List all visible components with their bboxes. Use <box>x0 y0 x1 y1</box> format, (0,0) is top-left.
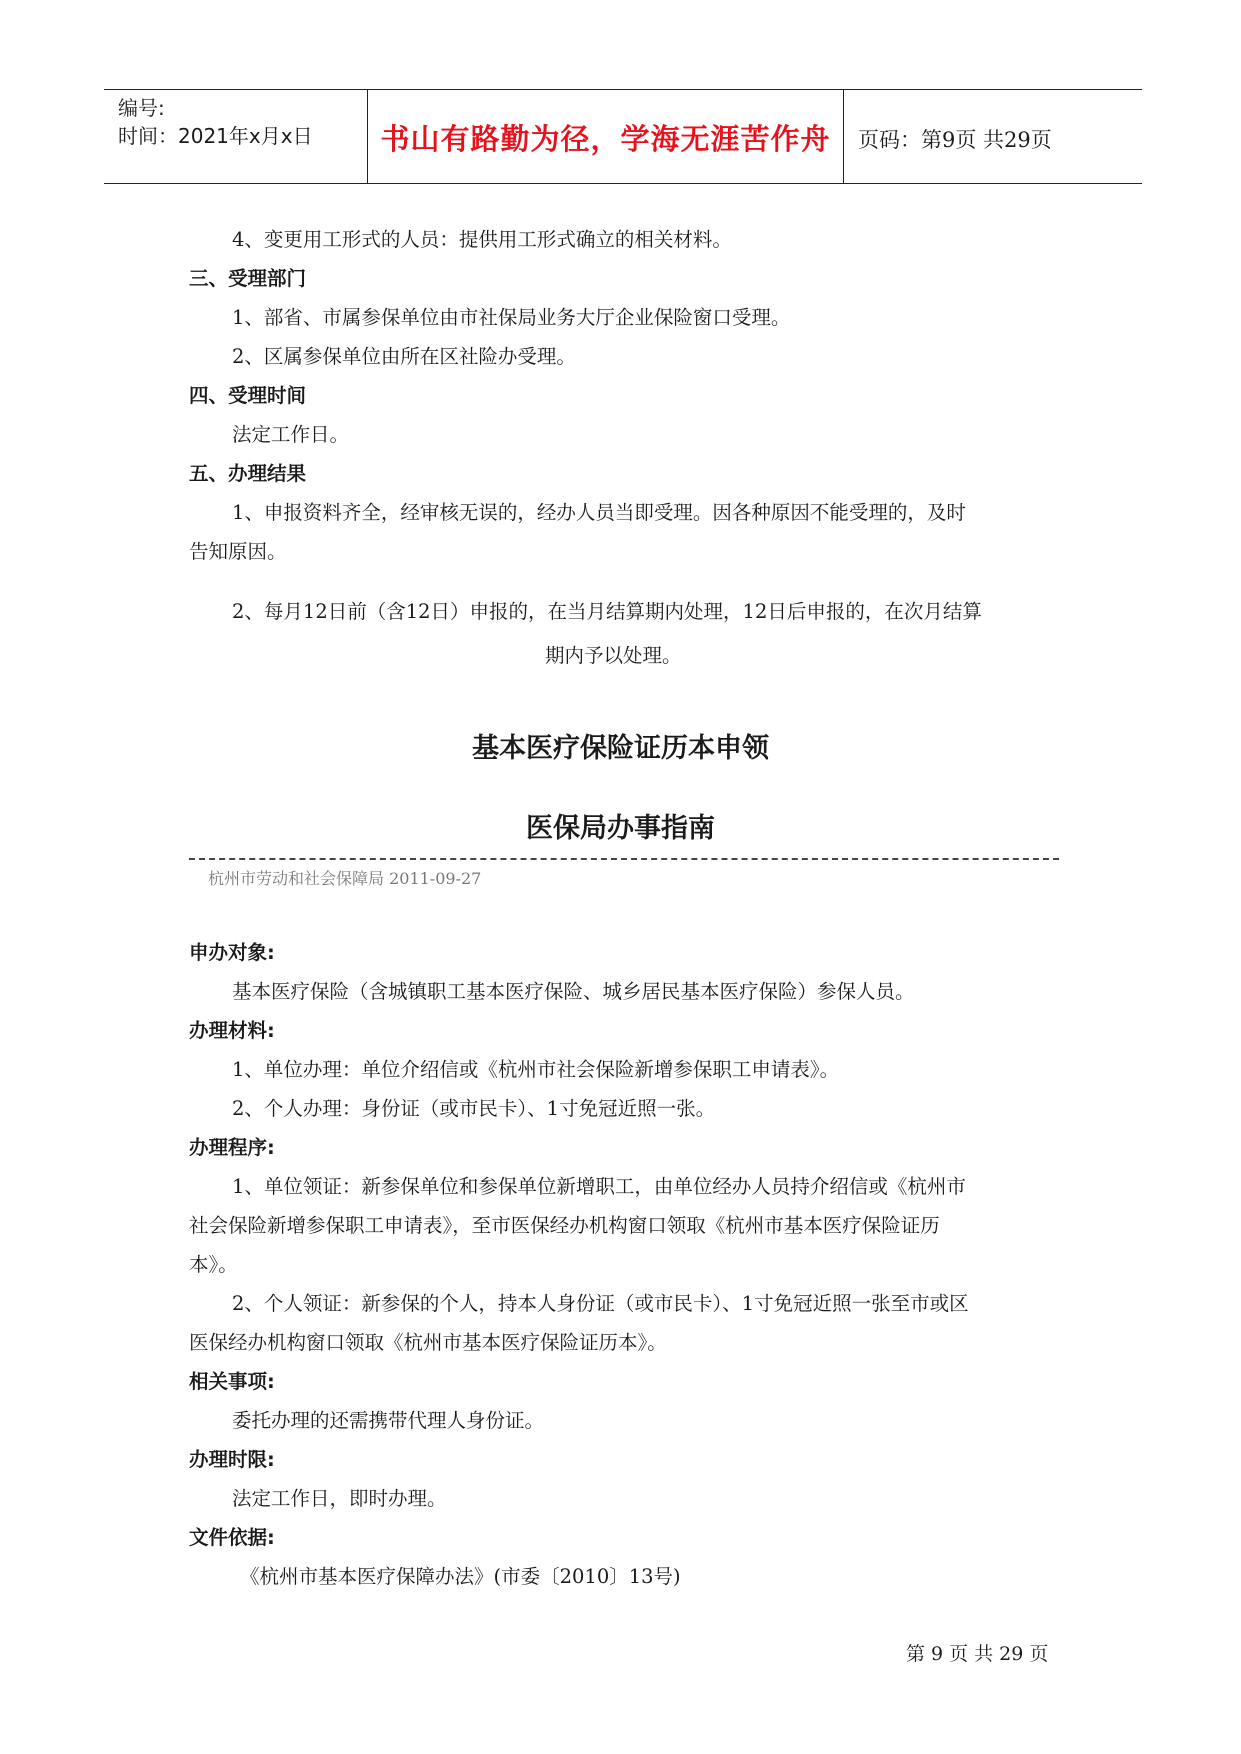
paragraph: 1、部省、市属参保单位由市社保局业务大厅企业保险窗口受理。 <box>232 306 791 329</box>
article-subtitle: 医保局办事指南 <box>526 813 715 844</box>
section-heading: 三、受理部门 <box>189 267 307 290</box>
paragraph: 1、单位办理：单位介绍信或《杭州市社会保险新增参保职工申请表》。 <box>232 1058 840 1081</box>
footer-page-prefix: 第 <box>906 1643 926 1665</box>
paragraph: 2、每月12日前（含12日）申报的，在当月结算期内处理，12日后申报的，在次月结算 <box>232 600 982 623</box>
section-heading: 文件依据: <box>189 1526 275 1549</box>
paragraph: 社会保险新增参保职工申请表》，至市医保经办机构窗口领取《杭州市基本医疗保险证历 <box>189 1214 940 1237</box>
article-source: 杭州市劳动和社会保障局 2011-09-27 <box>208 869 482 888</box>
page-footer <box>906 1639 1054 1666</box>
footer-page-current: 9 <box>931 1643 944 1665</box>
paragraph: 期内予以处理。 <box>545 644 682 667</box>
section-heading: 相关事项: <box>189 1370 275 1393</box>
footer-page-suffix: 页 <box>1029 1643 1049 1665</box>
paragraph: 医保经办机构窗口领取《杭州市基本医疗保险证历本》。 <box>189 1331 667 1354</box>
paragraph: 《杭州市基本医疗保障办法》(市委〔2010〕13号) <box>240 1565 681 1588</box>
section-heading: 办理时限: <box>189 1448 275 1471</box>
section-heading: 五、办理结果 <box>189 462 307 485</box>
paragraph: 法定工作日，即时办理。 <box>232 1487 447 1510</box>
paragraph: 法定工作日。 <box>232 423 350 446</box>
paragraph: 本》。 <box>189 1253 238 1276</box>
section-heading: 四、受理时间 <box>189 384 307 407</box>
paragraph: 2、个人办理：身份证（或市民卡）、1寸免冠近照一张。 <box>232 1097 716 1120</box>
section-heading: 办理程序: <box>189 1136 275 1159</box>
paragraph: 4、变更用工形式的人员：提供用工形式确立的相关材料。 <box>232 228 732 251</box>
paragraph: 1、申报资料齐全，经审核无误的，经办人员当即受理。因各种原因不能受理的，及时 <box>232 501 966 524</box>
section-heading: 办理材料: <box>189 1019 275 1042</box>
page-number-label: 页码：第9页 共29页 <box>858 128 1052 152</box>
header-table <box>104 89 1142 184</box>
motto: 书山有路勤为径，学海无涯苦作舟 <box>380 122 831 156</box>
paragraph: 1、单位领证：新参保单位和参保单位新增职工，由单位经办人员持介绍信或《杭州市 <box>232 1175 966 1198</box>
footer-page-total: 29 <box>999 1643 1024 1665</box>
footer-page-mid: 页 共 <box>949 1643 994 1665</box>
paragraph: 告知原因。 <box>189 540 287 563</box>
header-motto-cell <box>368 90 844 183</box>
document-number-label: 编号: <box>118 96 165 120</box>
paragraph: 2、个人领证：新参保的个人，持本人身份证（或市民卡）、1寸免冠近照一张至市或区 <box>232 1292 969 1315</box>
header-info-cell <box>104 90 368 183</box>
dashed-divider <box>189 858 1059 860</box>
paragraph: 基本医疗保险（含城镇职工基本医疗保险、城乡居民基本医疗保险）参保人员。 <box>232 980 915 1003</box>
paragraph: 2、区属参保单位由所在区社险办受理。 <box>232 345 576 368</box>
paragraph: 委托办理的还需携带代理人身份证。 <box>232 1409 545 1432</box>
header-page-cell <box>844 90 1142 183</box>
document-time-label: 时间：2021年x月x日 <box>118 124 313 148</box>
article-title: 基本医疗保险证历本申领 <box>472 733 769 764</box>
section-heading: 申办对象: <box>189 941 275 964</box>
